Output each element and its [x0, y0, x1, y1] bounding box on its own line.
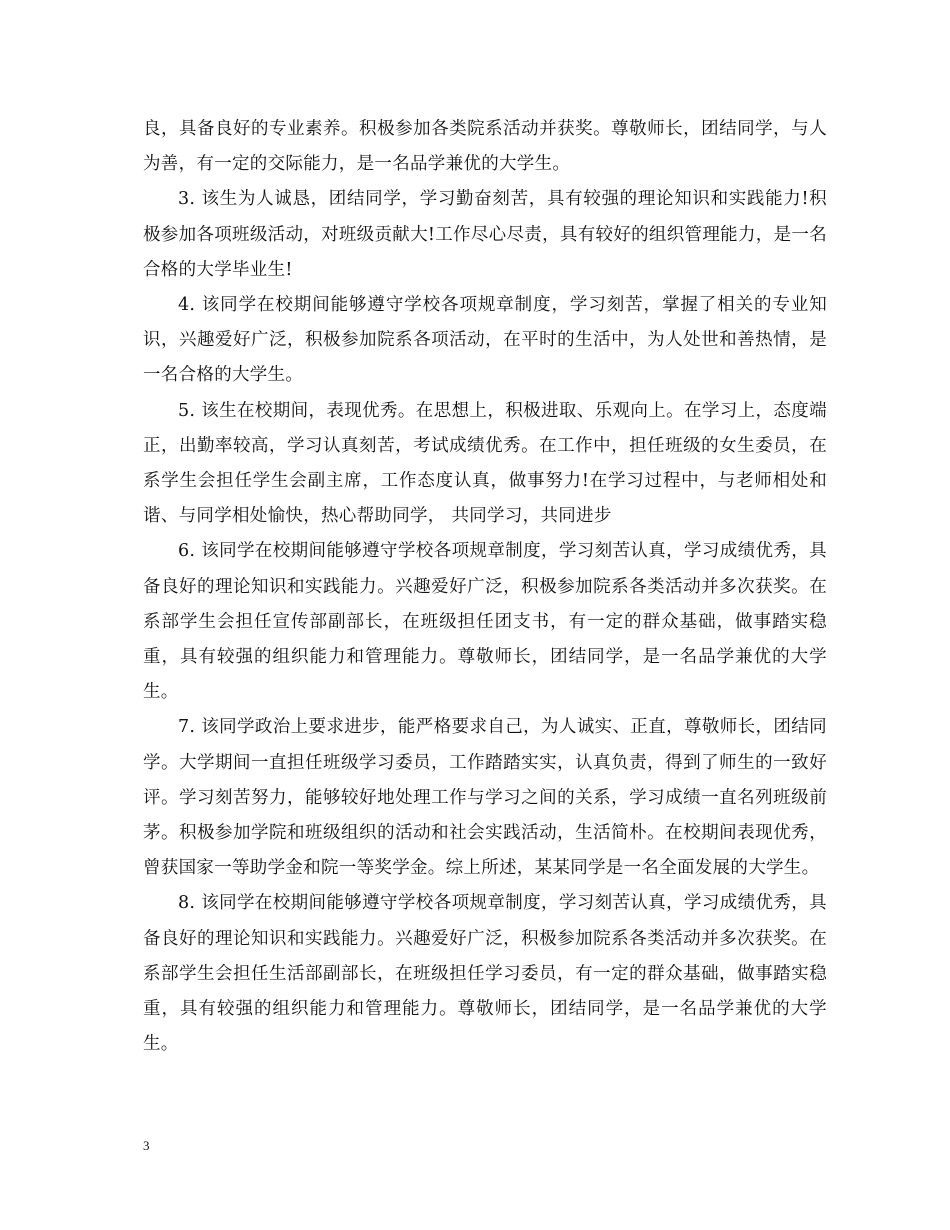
paragraph-item-3: 3. 该生为人诚恳，团结同学，学习勤奋刻苦，具有较强的理论知识和实践能力!积极参加各项班级活动，对班级贡献大!工作尽心尽责，具有较好的组织管理能力，是一名合格的大学毕业生! — [143, 189, 827, 280]
paragraph-item-8: 8. 该同学在校期间能够遵守学校各项规章制度，学习刻苦认真，学习成绩优秀，具备良好的理论知识和实践能力。兴趣爱好广泛，积极参加院系各类活动并多次获奖。在系部学生会担任生活部副部长，在班级担任学习委员，有一定的群众基础，做事踏实稳重，具有较强的组织能力和管理能力。尊敬师长，团结同学，是一名品学兼优的大学生。 — [143, 893, 827, 1055]
document-body — [143, 112, 827, 1062]
paragraph-item-6: 6. 该同学在校期间能够遵守学校各项规章制度，学习刻苦认真，学习成绩优秀，具备良好的理论知识和实践能力。兴趣爱好广泛，积极参加院系各类活动并多次获奖。在系部学生会担任宣传部副部长，在班级担任团支书，有一定的群众基础，做事踏实稳重，具有较强的组织能力和管理能力。尊敬师长，团结同学，是一名品学兼优的大学生。 — [143, 541, 827, 703]
paragraph-item-7: 7. 该同学政治上要求进步，能严格要求自己，为人诚实、正直，尊敬师长，团结同学。大学期间一直担任班级学习委员，工作踏踏实实，认真负责，得到了师生的一致好评。学习刻苦努力，能够较好地处理工作与学习之间的关系，学习成绩一直名列班级前茅。积极参加学院和班级组织的活动和社会实践活动，生活简朴。在校期间表现优秀，曾获国家一等助学金和院一等奖学金。综上所述，某某同学是一名全面发展的大学生。 — [143, 717, 827, 879]
paragraph-item-4: 4. 该同学在校期间能够遵守学校各项规章制度，学习刻苦，掌握了相关的专业知识，兴趣爱好广泛，积极参加院系各项活动，在平时的生活中，为人处世和善热情，是一名合格的大学生。 — [143, 295, 827, 386]
paragraph-item-5: 5. 该生在校期间，表现优秀。在思想上，积极进取、乐观向上。在学习上，态度端正，出勤率较高，学习认真刻苦，考试成绩优秀。在工作中，担任班级的女生委员，在系学生会担任学生会副主席，工作态度认真，做事努力!在学习过程中，与老师相处和谐、与同学相处愉快，热心帮助同学， 共同学习，共同进步 — [143, 400, 827, 527]
page-number: 3 — [143, 1138, 150, 1153]
paragraph-continuation: 良，具备良好的专业素养。积极参加各类院系活动并获奖。尊敬师长，团结同学，与人为善，有一定的交际能力，是一名品学兼优的大学生。 — [143, 119, 827, 175]
